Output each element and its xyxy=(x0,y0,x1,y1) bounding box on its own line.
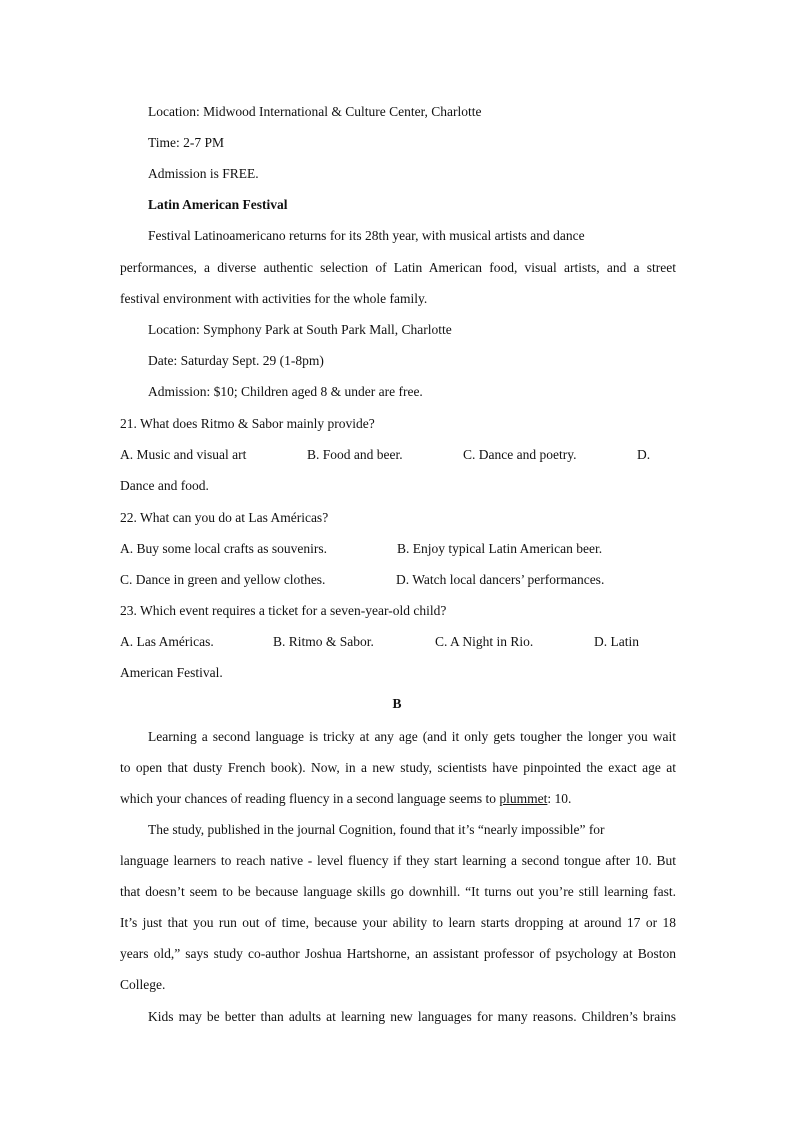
section-b-p2-line4: It’s just that you run out of time, because your ability to learn starts dropping at around 17 or 18 xyxy=(120,915,676,930)
latin-festival-desc-1: Festival Latinoamericano returns for its 28th year, with musical artists and dance xyxy=(148,228,585,243)
section-b-p2-line6: College. xyxy=(120,977,166,992)
q23-option-d-continued: American Festival. xyxy=(120,665,223,680)
latin-festival-location: Location: Symphony Park at South Park Mall, Charlotte xyxy=(148,322,452,337)
q21-option-b: B. Food and beer. xyxy=(307,447,403,462)
q21-option-d: D. xyxy=(637,447,651,462)
section-b-p2-line1: The study, published in the journal Cognition, found that it’s “nearly impossible” for xyxy=(148,822,605,837)
latin-festival-heading: Latin American Festival xyxy=(148,197,288,212)
q23-option-b: B. Ritmo & Sabor. xyxy=(273,634,374,649)
plummet-word: plummet xyxy=(499,791,548,806)
section-b-p2-line5: years old,” says study co-author Joshua Hartshorne, an assistant professor of psychology at Boston xyxy=(120,946,676,961)
latin-festival-date: Date: Saturday Sept. 29 (1-8pm) xyxy=(148,353,324,368)
latin-festival-desc-2: performances, a diverse authentic selection of Latin American food, visual artists, and a street xyxy=(120,260,676,275)
q22-option-a: A. Buy some local crafts as souvenirs. xyxy=(120,541,327,556)
q22-option-d: D. Watch local dancers’ performances. xyxy=(396,572,605,587)
q21-option-c: C. Dance and poetry. xyxy=(463,447,577,462)
section-b-p2-line3: that doesn’t seem to be because language skills go downhill. “It turns out you’re still learning fast. xyxy=(120,884,676,899)
q22-option-c: C. Dance in green and yellow clothes. xyxy=(120,572,326,587)
section-b-p1-line2: to open that dusty French book). Now, in a new study, scientists have pinpointed the exact age at xyxy=(120,760,676,775)
admission-free: Admission is FREE. xyxy=(148,166,259,181)
q21-question: 21. What does Ritmo & Sabor mainly provide? xyxy=(120,416,375,431)
event-time: Time: 2-7 PM xyxy=(148,135,225,150)
q23-option-c: C. A Night in Rio. xyxy=(435,634,534,649)
q22-question: 22. What can you do at Las Américas? xyxy=(120,510,329,525)
section-b-p2-line2: language learners to reach native - level fluency if they start learning a second tongue after 10. But xyxy=(120,853,676,868)
q23-question: 23. Which event requires a ticket for a seven-year-old child? xyxy=(120,603,447,618)
location-midwood: Location: Midwood International & Culture Center, Charlotte xyxy=(148,104,482,119)
q22-option-b: B. Enjoy typical Latin American beer. xyxy=(397,541,603,556)
q21-option-d-continued: Dance and food. xyxy=(120,478,209,493)
p1-line3-pre: which your chances of reading fluency in a second language seems to xyxy=(120,791,500,806)
latin-festival-desc-3: festival environment with activities for the whole family. xyxy=(120,291,428,306)
section-b-heading: B xyxy=(392,696,402,711)
q21-option-a: A. Music and visual art xyxy=(120,447,247,462)
section-b-p3-line1: Kids may be better than adults at learning new languages for many reasons. Children’s brains xyxy=(148,1009,676,1024)
section-b-p1-line1: Learning a second language is tricky at any age (and it only gets tougher the longer you wait xyxy=(148,729,676,744)
latin-festival-admission: Admission: $10; Children aged 8 & under are free. xyxy=(148,384,423,399)
section-b-p1-line3 xyxy=(120,790,676,808)
q23-option-d: D. Latin xyxy=(594,634,639,649)
q23-option-a: A. Las Américas. xyxy=(120,634,214,649)
p1-line3-post: : 10. xyxy=(547,791,572,806)
